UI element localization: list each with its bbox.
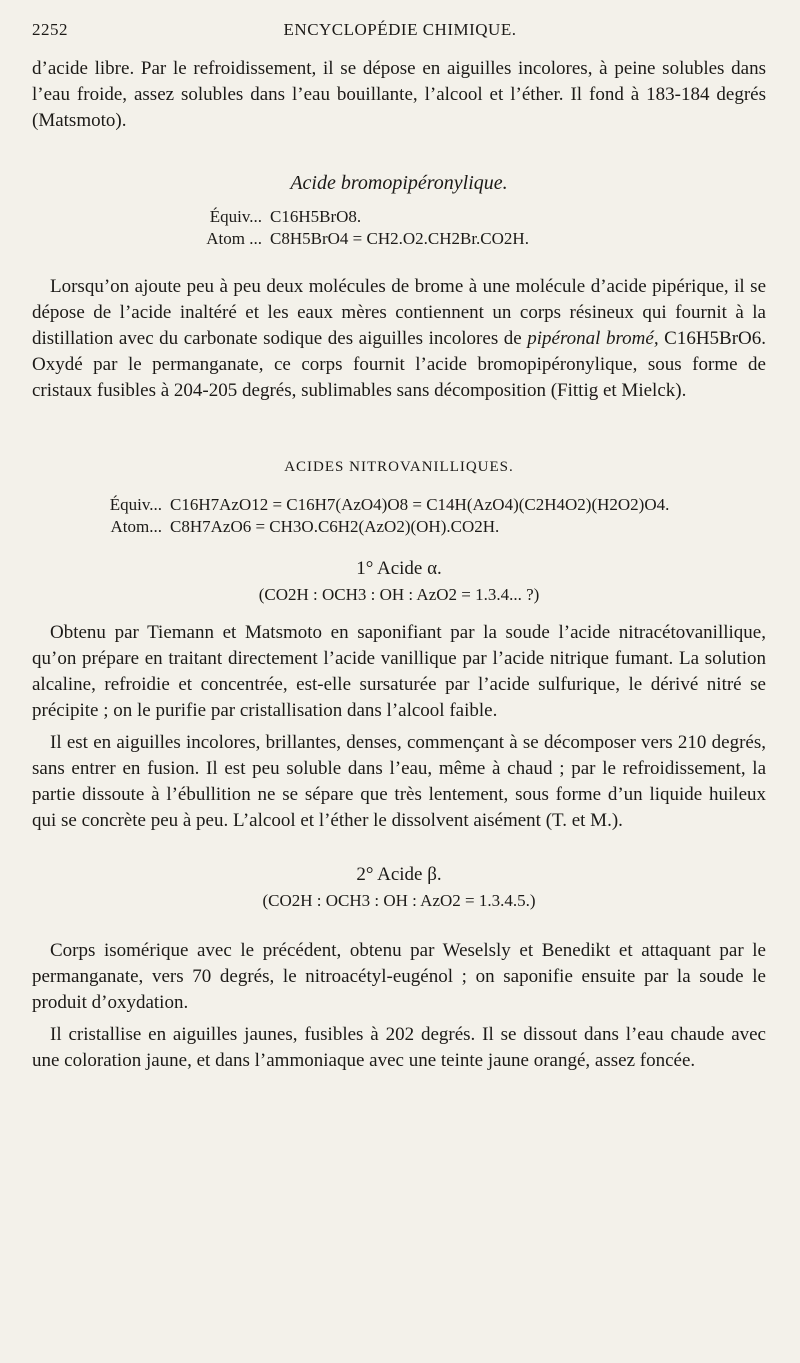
- subsection-title-beta: 2° Acide β.: [356, 864, 442, 885]
- emphasis-piperonal-brome: pipéronal bromé,: [527, 328, 659, 349]
- paragraph-bromopiperonylique: [32, 274, 766, 404]
- page-body: [32, 56, 766, 1074]
- formula-label: Équiv...: [209, 207, 262, 226]
- running-title: ENCYCLOPÉDIE CHIMIQUE.: [283, 20, 517, 39]
- formula-value: C8H5BrO4 = CH2.O2.CH2Br.CO2H.: [270, 229, 529, 248]
- paragraph-text: Lorsqu’on ajoute peu à peu deux molécules de brome à une molécule d’acide pipérique, il se dépose de l’acide inaltéré et les eaux mères contiennent un corps résineux qui fournit à la distillation avec du carbonate sodique des aiguilles incolores de: [32, 276, 766, 349]
- formula-label: Équiv...: [109, 495, 162, 514]
- subsection-title-alpha: 1° Acide α.: [356, 558, 442, 579]
- formula-label: Atom ...: [206, 229, 262, 248]
- paragraph-alpha-1: Obtenu par Tiemann et Matsmoto en saponifiant par la soude l’acide nitracétovanillique, qu’on prépare en traitant directement l’acide vanillique par l’acide nitrique fumant. La solution alcaline, refroidie et concentrée, est-elle sursaturée par l’acide sulfurique, le dérivé nitré se précipite ; on le purifie par cristallisation dans l’alcool faible.: [32, 622, 766, 721]
- paragraph-beta-1: Corps isomérique avec le précédent, obtenu par Weselsly et Benedikt et attaquant par le permanganate, vers 70 degrés, le nitroacétyl-eugénol ; on saponifie ensuite par la soude le produit d’oxydation.: [32, 940, 766, 1013]
- paragraph-alpha-2: Il est en aiguilles incolores, brillantes, denses, commençant à se décomposer vers 210 degrés, sans entrer en fusion. Il est peu soluble dans l’eau, même à chaud ; par le refroidissement, la partie dissoute à l’ébullition ne se sépare que très lentement, sous forme d’un liquide huileux qui se concrète peu à peu. L’alcool et l’éther le dissolvent aisément (T. et M.).: [32, 732, 766, 831]
- formula-atom-2: [32, 516, 766, 538]
- formula-equiv-2: [32, 494, 766, 516]
- formula-alpha: (CO2H : OCH3 : OH : AzO2 = 1.3.4... ?): [258, 585, 540, 604]
- running-header: [32, 20, 768, 44]
- page-number: 2252: [32, 20, 68, 39]
- formula-atom-1: [32, 228, 766, 250]
- formula-beta: (CO2H : OCH3 : OH : AzO2 = 1.3.4.5.): [262, 891, 536, 910]
- paragraph-beta-2: Il cristallise en aiguilles jaunes, fusibles à 202 degrés. Il se dissout dans l’eau chaude avec une coloration jaune, et dans l’ammoniaque avec une teinte jaune orangé, assez foncée.: [32, 1024, 766, 1071]
- section-title-nitrovanilliques: ACIDES NITROVANILLIQUES.: [284, 459, 514, 475]
- section-title-bromopiperonylique: Acide bromopipéronylique.: [290, 172, 508, 194]
- intro-paragraph: d’acide libre. Par le refroidissement, il se dépose en aiguilles incolores, à peine solubles dans l’eau froide, assez solubles dans l’eau bouillante, l’alcool et l’éther. Il fond à 183-184 degrés (Matsmoto).: [32, 58, 766, 131]
- formula-label: Atom...: [110, 517, 162, 536]
- formula-value: C16H7AzO12 = C16H7(AzO4)O8 = C14H(AzO4)(C2H4O2)(H2O2)O4.: [170, 495, 670, 514]
- formula-value: C8H7AzO6 = CH3O.C6H2(AzO2)(OH).CO2H.: [170, 517, 500, 536]
- formula-value: C16H5BrO8.: [270, 207, 362, 226]
- formula-equiv-1: [32, 206, 766, 228]
- paragraph-text: C16H5BrO6. Oxydé par le permanganate, ce corps fournit l’acide bromopipéronylique, sous forme de cristaux fusibles à 204-205 degrés, sublimables sans décomposition (Fittig et Mielck).: [32, 328, 767, 401]
